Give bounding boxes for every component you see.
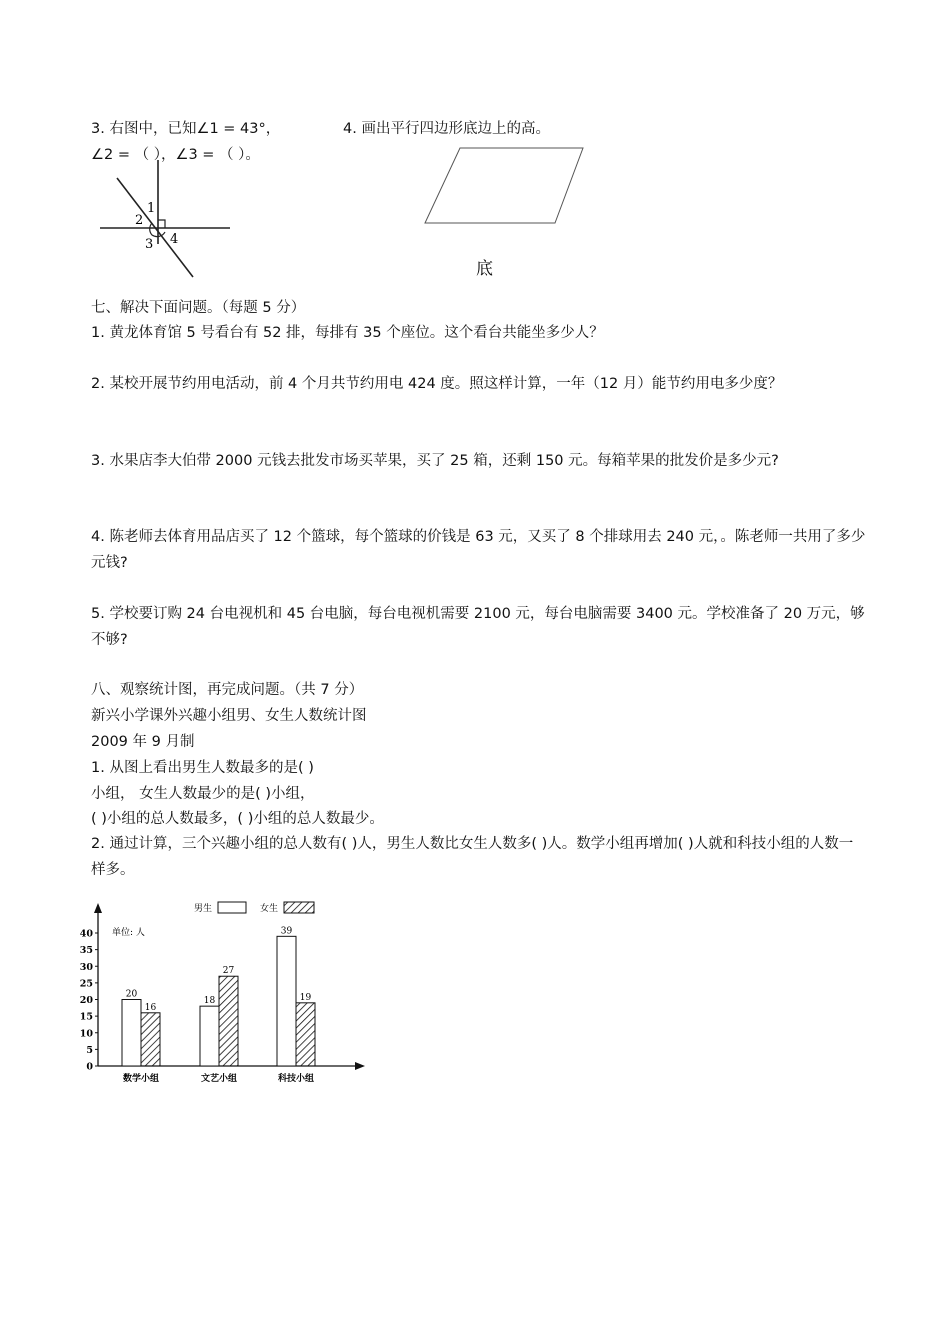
category-label: 文艺小组 bbox=[200, 1074, 238, 1084]
s8-q2: 2. 通过计算，三个兴趣小组的总人数有( )人，男生人数比女生人数多( )人。数学小组再增加( )人就和科技小组的人数一样多。 bbox=[91, 836, 854, 878]
x-axis-arrow bbox=[355, 1062, 365, 1070]
parallelogram-diagram bbox=[420, 143, 590, 228]
y-tick-label: 25 bbox=[79, 978, 93, 990]
y-tick-label: 40 bbox=[79, 928, 93, 940]
y-tick-label: 10 bbox=[79, 1028, 93, 1040]
problem-3: 3. 水果店李大伯带 2000 元钱去批发市场买苹果，买了 25 箱，还剩 150 元。每箱苹果的批发价是多少元? bbox=[91, 453, 779, 469]
y-tick-label: 35 bbox=[79, 945, 93, 957]
legend-male-swatch bbox=[218, 902, 246, 913]
q3-line1: 3. 右图中，已知∠1 = 43°， bbox=[91, 121, 281, 137]
y-tick-label: 5 bbox=[86, 1044, 93, 1056]
bar-female bbox=[219, 976, 238, 1066]
bar-male bbox=[122, 1000, 141, 1067]
parallelogram bbox=[425, 148, 583, 223]
chart-caption: 新兴小学课外兴趣小组男、女生人数统计图 bbox=[91, 708, 367, 724]
s8-q1-line3: ( )小组的总人数最多，( )小组的总人数最少。 bbox=[91, 811, 384, 827]
category-label: 科技小组 bbox=[277, 1074, 315, 1084]
unit-label: 单位: 人 bbox=[112, 928, 145, 938]
bar-value-label: 27 bbox=[222, 966, 235, 977]
problem-5: 5. 学校要订购 24 台电视机和 45 台电脑，每台电视机需要 2100 元，每台电脑需要 3400 元。学校准备了 20 万元，够不够? bbox=[91, 606, 865, 648]
problem-4: 4. 陈老师去体育用品店买了 12 个篮球，每个篮球的价钱是 63 元，又买了 8 个排球用去 240 元，。陈老师一共用了多少元钱? bbox=[91, 529, 866, 571]
y-tick-label: 30 bbox=[79, 961, 93, 973]
y-axis-arrow bbox=[94, 903, 102, 913]
bar-value-label: 39 bbox=[280, 926, 293, 937]
y-tick-label: 15 bbox=[79, 1011, 93, 1023]
bar-value-label: 20 bbox=[125, 989, 138, 1000]
bar-value-label: 16 bbox=[144, 1002, 157, 1013]
legend-female-label: 女生 bbox=[260, 904, 279, 914]
legend-male-label: 男生 bbox=[194, 904, 213, 914]
right-angle-mark bbox=[158, 220, 165, 228]
legend-female-swatch bbox=[284, 902, 314, 913]
bar-value-label: 19 bbox=[299, 992, 312, 1003]
problem-2: 2. 某校开展节约用电活动，前 4 个月共节约用电 424 度。照这样计算，一年（12 月）能节约用电多少度？ bbox=[91, 376, 783, 392]
angle-label-1: 1 bbox=[147, 201, 156, 216]
bar-male bbox=[277, 936, 296, 1066]
q4-text: 4. 画出平行四边形底边上的高。 bbox=[343, 121, 550, 137]
base-label: 底 bbox=[476, 259, 493, 279]
bar-male bbox=[200, 1006, 219, 1066]
angle-label-4: 4 bbox=[170, 232, 179, 247]
bar-chart bbox=[70, 893, 380, 1088]
category-label: 数学小组 bbox=[122, 1074, 160, 1084]
angle-label-2: 2 bbox=[135, 213, 144, 228]
s8-q1-line1: 1. 从图上看出男生人数最多的是( ) bbox=[91, 760, 314, 776]
section7-title: 七、解决下面问题。（每题 5 分） bbox=[91, 300, 306, 316]
angle-diagram bbox=[95, 160, 245, 285]
angle-label-3: 3 bbox=[145, 237, 154, 252]
bar-female bbox=[141, 1013, 160, 1066]
y-tick-label: 0 bbox=[86, 1061, 93, 1073]
y-tick-label: 20 bbox=[79, 995, 93, 1006]
problem-1: 1. 黄龙体育馆 5 号看台有 52 排，每排有 35 个座位。这个看台共能坐多少人？ bbox=[91, 325, 604, 341]
bar-value-label: 18 bbox=[203, 996, 216, 1007]
chart-date: 2009 年 9 月制 bbox=[91, 734, 195, 750]
s8-q1-line2: 小组， 女生人数最少的是( )小组， bbox=[91, 786, 315, 802]
section8-title: 八、观察统计图，再完成问题。（共 7 分） bbox=[91, 682, 364, 698]
q3-line2: ∠2 = （ ），∠3 = （ ）。 bbox=[91, 147, 260, 163]
bar-female bbox=[296, 1003, 315, 1066]
